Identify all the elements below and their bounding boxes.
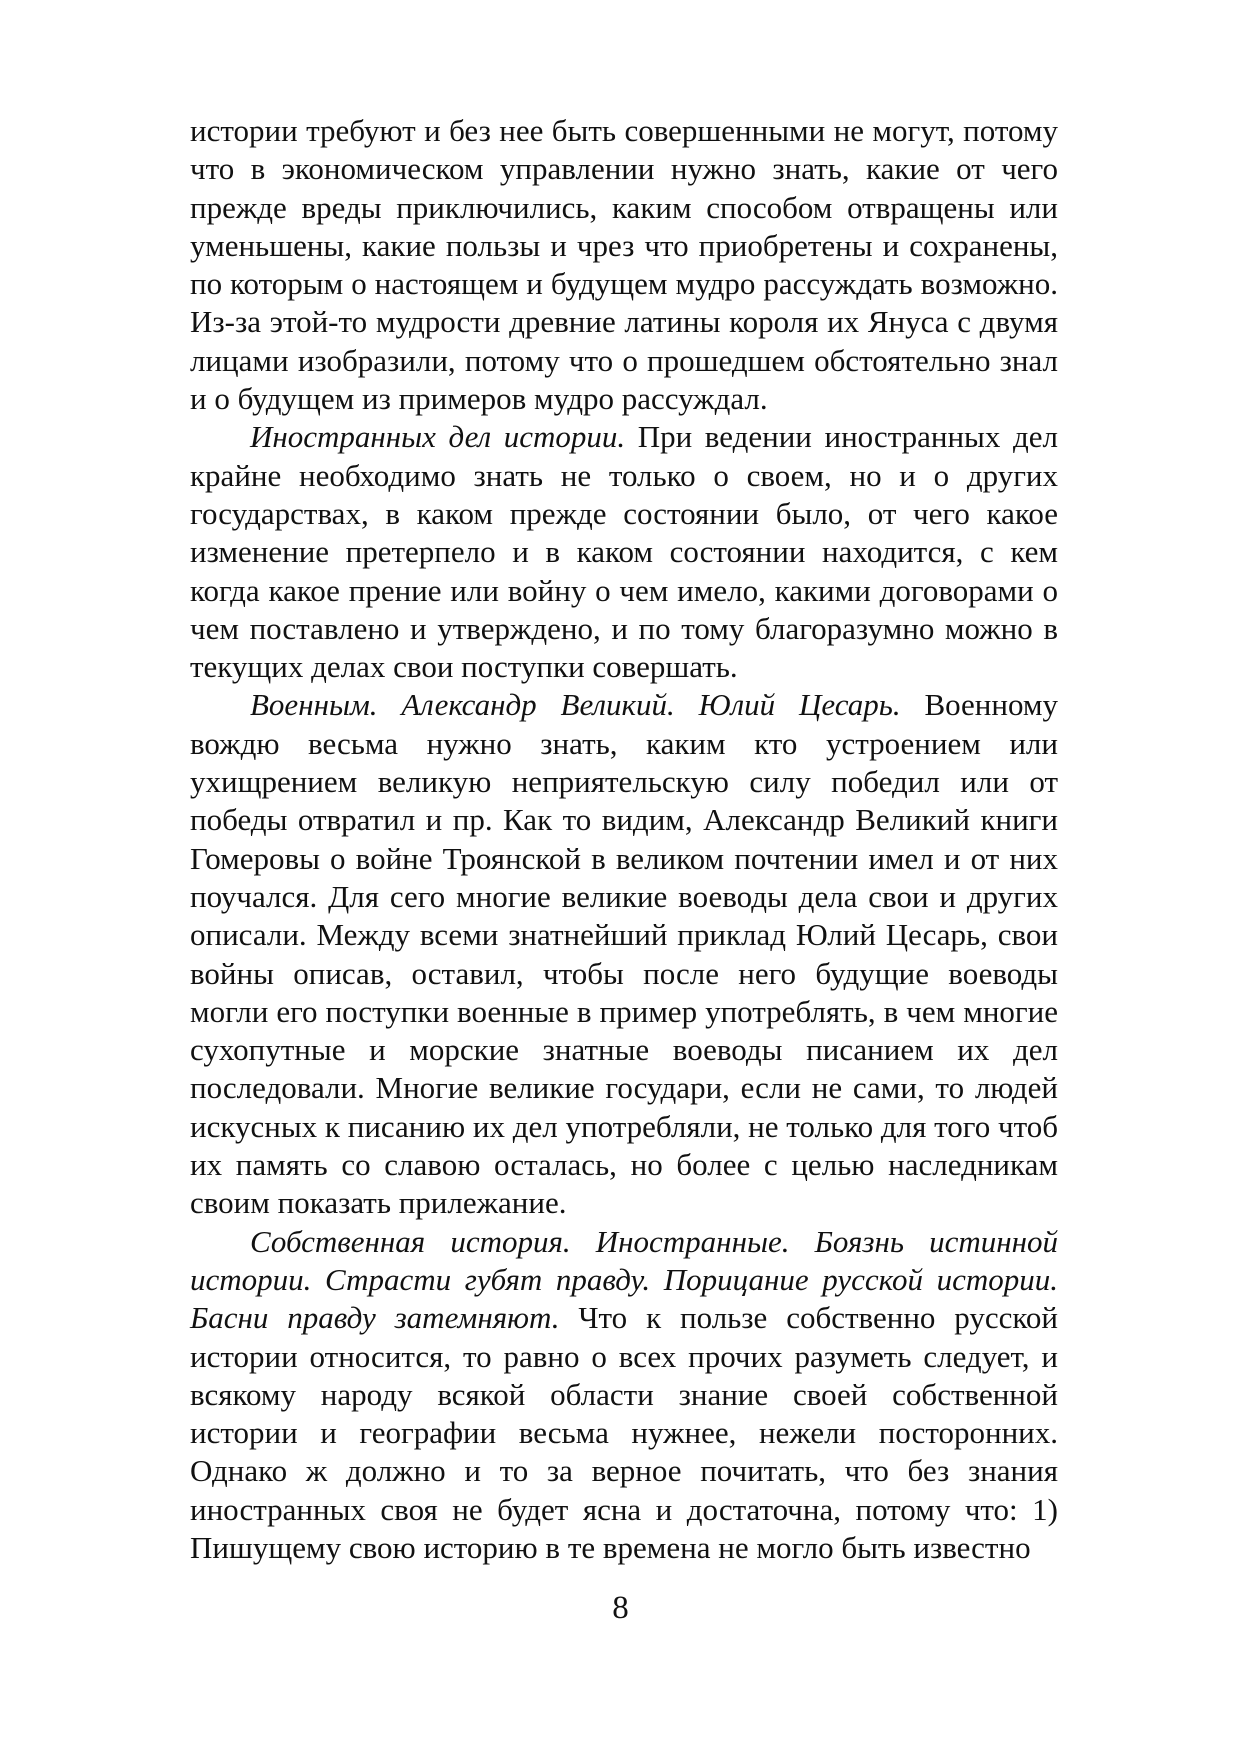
paragraph-military (190, 686, 1058, 1222)
italic-heading: Иностранных дел истории. (250, 419, 626, 455)
paragraph-text: При ведении иностранных дел крайне необходимо знать не только о своем, но и о других государствах, в каком прежде состоянии было, от чего какое изменение претерпело и в каком состоянии находится, с кем когда какое прение или войну о чем имело, какими договорами о чем поставлено и утверждено, и по тому благоразумно можно в текущих делах свои поступки совершать. (190, 419, 1058, 685)
paragraph-text: Что к пользе собственно русской истории относится, то равно о всех прочих разуметь следует, и всякому народу всякой области знание своей собственной истории и географии весьма нужнее, нежели посторонних. Однако ж должно и то за верное почитать, что без знания иностранных своя не будет ясна и достаточна, потому что: 1) Пишущему свою историю в те времена не могло быть известно (190, 1300, 1058, 1565)
paragraph-text: истории требуют и без нее быть совершенными не могут, потому что в экономическом управлении нужно знать, какие от чего прежде вреды приключились, каким способом отвращены или уменьшены, какие пользы и чрез что приобретены и сохранены, по которым о настоящем и будущем мудро рассуждать возможно. Из-за этой-то мудрости древние латины короля их Януса с двумя лицами изобразили, потому что о прошедшем обстоятельно знал и о будущем из примеров мудро рассуждал. (190, 113, 1058, 417)
body-text (190, 112, 1058, 1567)
paragraph-own-history (190, 1223, 1058, 1568)
page-number: 8 (612, 1590, 629, 1626)
paragraph-text: Военному вождю весьма нужно знать, каким кто устроением или ухищрением великую неприятельскую силу победил или от победы отвратил и пр. Как то видим, Александр Великий книги Гомеровы о войне Троянской в великом почтении имел и от них поучался. Для сего многие великие воеводы дела свои и других описали. Между всеми знатнейший приклад Юлий Цесарь, свои войны описав, оставил, чтобы после него будущие воеводы могли его поступки военные в пример употреблять, в чем многие сухопутные и морские знатные воеводы писанием их дел последовали. Многие великие государи, если не сами, то людей искусных к писанию их дел употребляли, не только для того чтоб их память со славою осталась, но более с целью наследникам своим показать прилежание. (190, 687, 1058, 1221)
paragraph-continuation (190, 112, 1058, 418)
italic-heading: Военным. Александр Великий. Юлий Цесарь. (250, 687, 901, 723)
italic-heading: Собственная история. Иностранные. Боязнь истинной истории. Страсти губят правду. Порицание русской истории. Басни правду затемняют. (190, 1223, 1058, 1336)
paragraph-foreign-affairs (190, 418, 1058, 686)
